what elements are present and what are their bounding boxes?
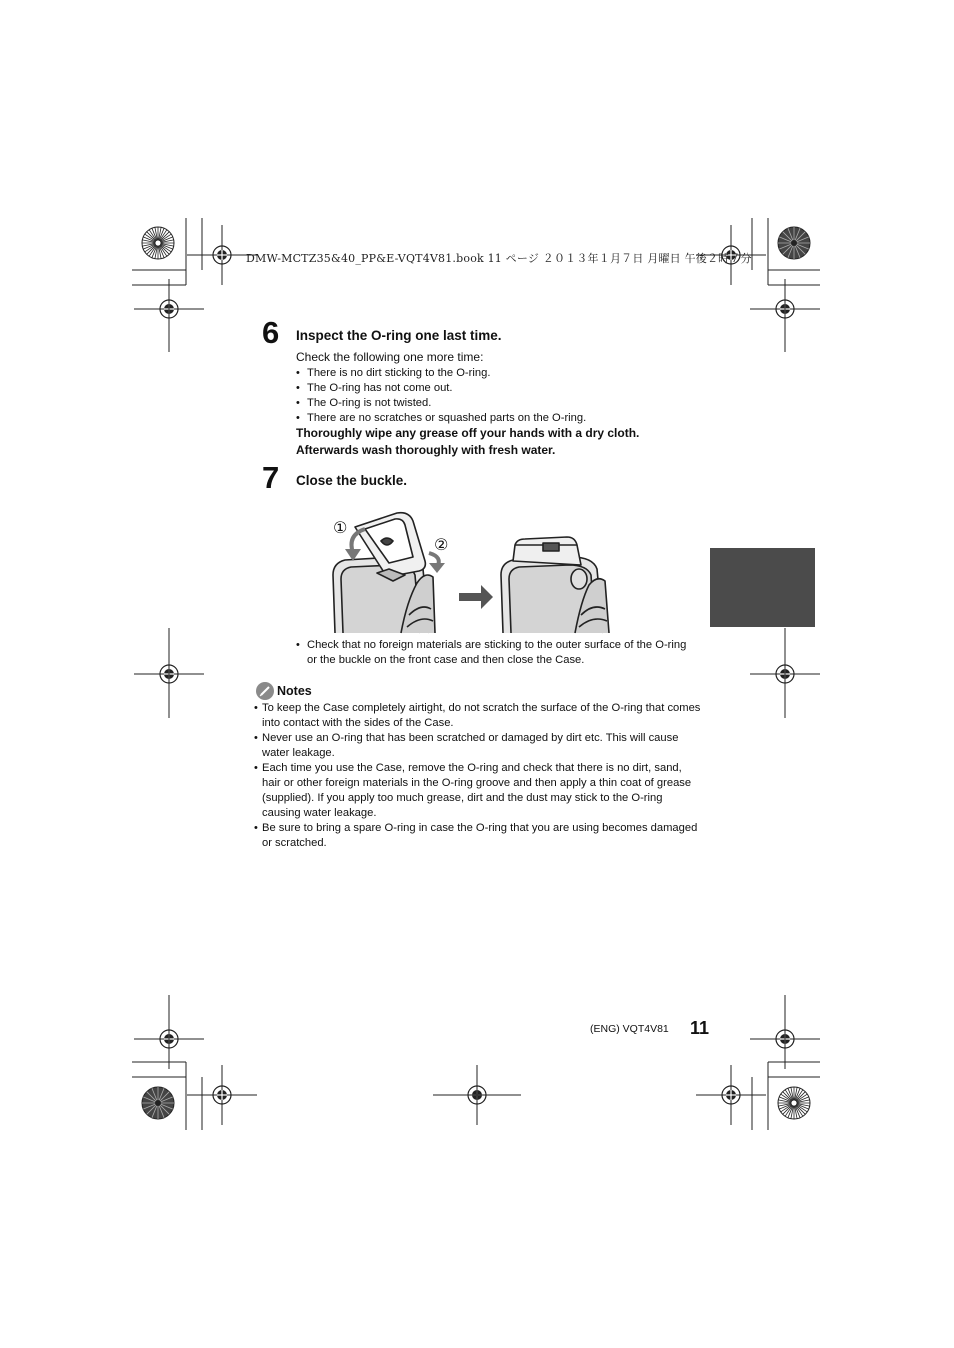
figure-label-1: ① <box>333 520 348 537</box>
notes-pencil-icon <box>256 682 274 700</box>
step-6-intro: Check the following one more time: <box>296 350 484 364</box>
page-number: 11 <box>690 1018 710 1038</box>
registration-starburst-icon <box>142 1087 174 1119</box>
step-7-note-list <box>296 638 696 668</box>
section-side-tab <box>710 548 815 627</box>
list-item: • There are no scratches or squashed parts on the O-ring. <box>296 411 716 426</box>
warning-line: Thoroughly wipe any grease off your hands with a dry cloth. <box>296 426 640 440</box>
list-item: • To keep the Case completely airtight, do not scratch the surface of the O-ring that comes into contact with the sides of the Case. <box>254 701 702 731</box>
registration-starburst-icon <box>778 227 810 259</box>
crosshair-target-icon <box>696 1065 766 1125</box>
warning-line: Afterwards wash thoroughly with fresh water. <box>296 443 556 457</box>
print-header-file-line: DMW-MCTZ35&40_PP&E-VQT4V81.book 11 ページ ２０１３年１月７日 月曜日 午後２時７分 <box>246 252 752 265</box>
list-item: • The O-ring is not twisted. <box>296 396 716 411</box>
registration-starburst-icon <box>142 227 174 259</box>
figure-label-2: ② <box>434 537 449 554</box>
registration-starburst-icon <box>778 1087 810 1119</box>
step-7-title: Close the buckle. <box>296 473 408 488</box>
list-item: • There is no dirt sticking to the O-ring. <box>296 366 716 381</box>
list-item: • Each time you use the Case, remove the O-ring and check that there is no dirt, sand, hair or other foreign materials in the O-ring groove and then apply a thin coat of grease (supplied). If you apply too much grease, dirt and the dust may stick to the O-ring causing water leakage. <box>254 761 702 821</box>
footer-code: (ENG) VQT4V81 <box>590 1023 669 1035</box>
list-item: • The O-ring has not come out. <box>296 381 716 396</box>
step-6-title: Inspect the O-ring one last time. <box>296 328 502 343</box>
notes-heading-row <box>256 682 312 700</box>
step-number-6: 6 <box>262 315 280 350</box>
step-6-warning <box>296 425 639 459</box>
notes-list <box>254 701 702 851</box>
list-item: • Never use an O-ring that has been scratched or damaged by dirt etc. This will cause water leakage. <box>254 731 702 761</box>
crosshair-target-icon <box>187 1065 257 1125</box>
arrow-right-icon <box>459 585 493 609</box>
list-item: • Check that no foreign materials are sticking to the outer surface of the O-ring or the buckle on the front case and then close the Case. <box>296 638 696 668</box>
buckle-illustration <box>325 505 630 635</box>
step-number-7: 7 <box>262 460 280 495</box>
list-item: • Be sure to bring a spare O-ring in case the O-ring that you are using becomes damaged or scratched. <box>254 821 702 851</box>
notes-heading: Notes <box>277 684 312 698</box>
step-6-check-list <box>296 366 716 426</box>
